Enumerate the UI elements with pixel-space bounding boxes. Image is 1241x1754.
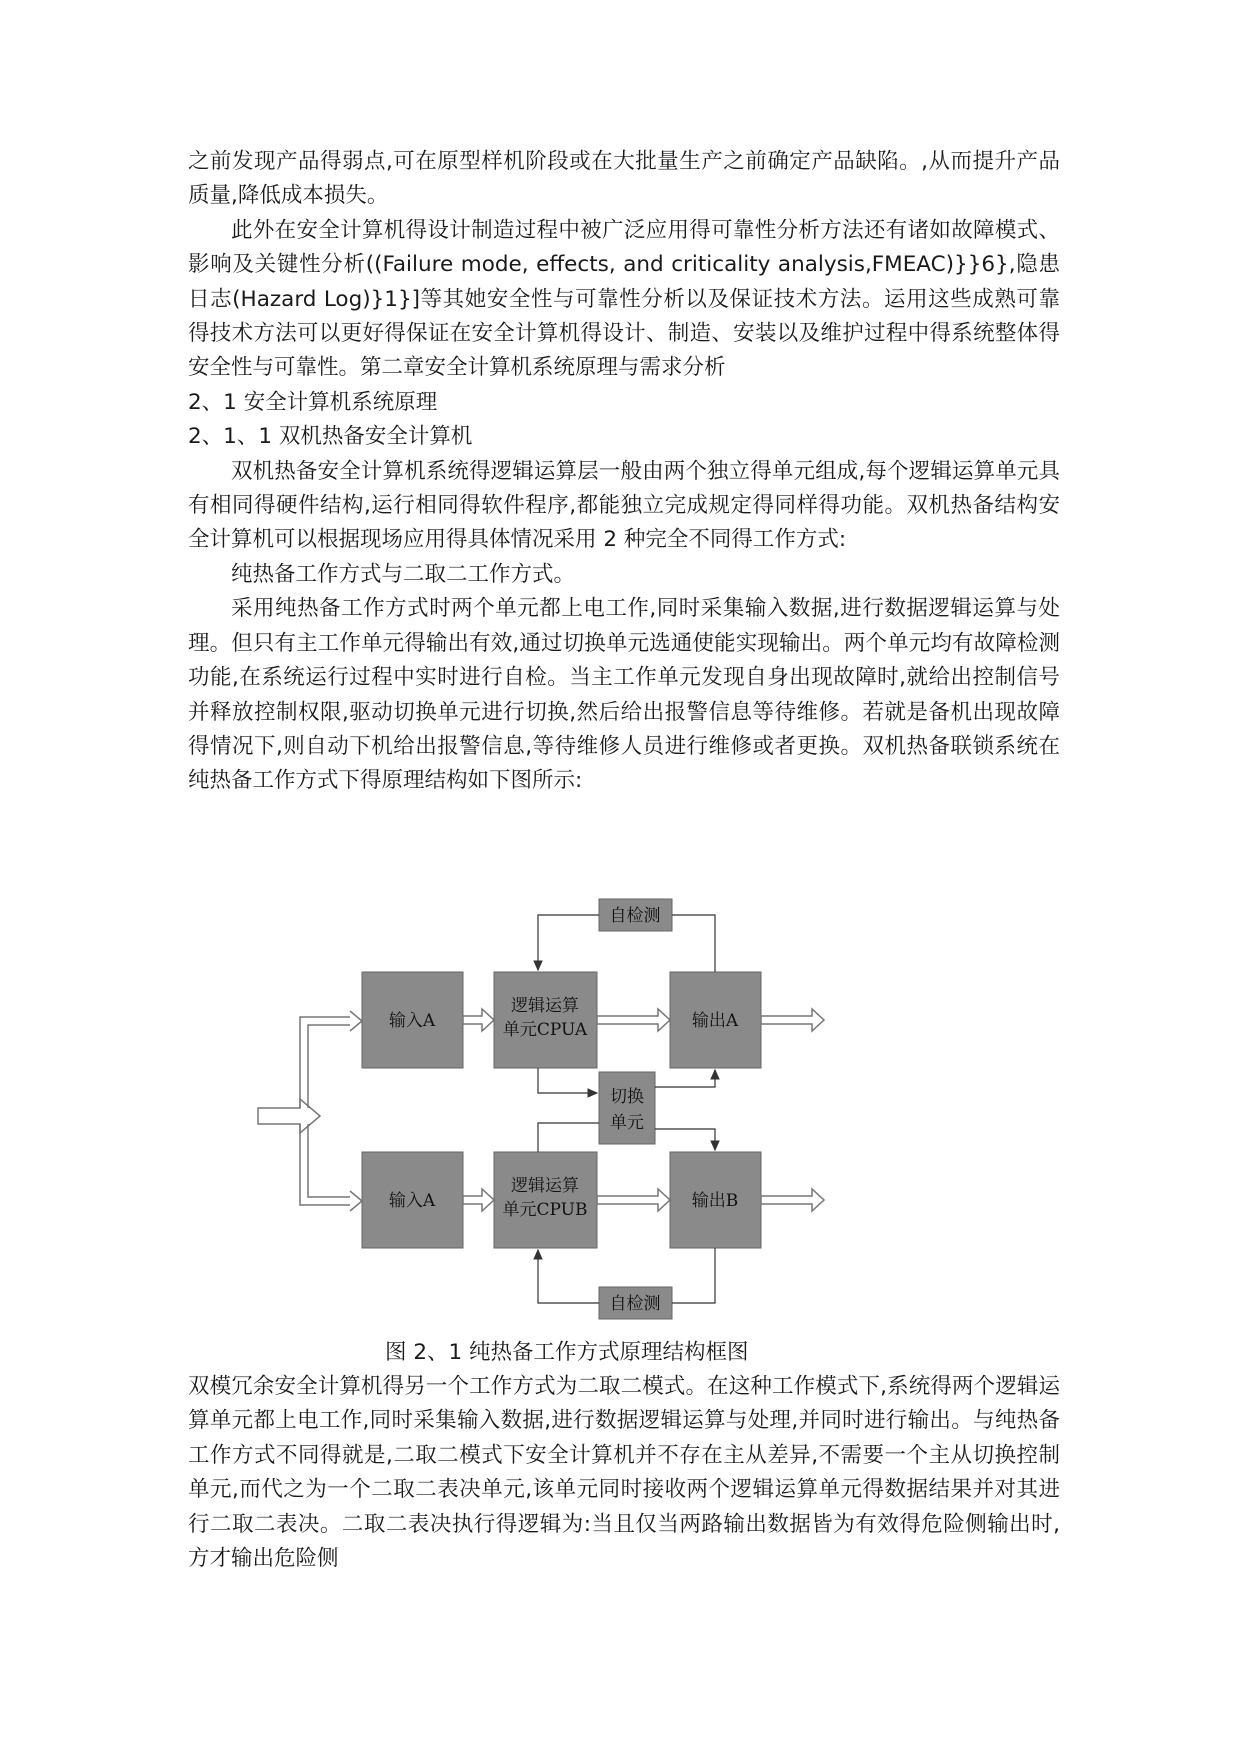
- cpu-a-box: [494, 972, 597, 1068]
- cpu-a-label-line1: 逻辑运算: [511, 996, 579, 1016]
- cpu-a-label-line2: 单元CPUA: [502, 1020, 588, 1040]
- cpu-b-box: [494, 1152, 597, 1248]
- switch-label-line2: 单元: [610, 1113, 644, 1133]
- selftest-top-label: 自检测: [609, 906, 661, 926]
- input-a-box: [362, 972, 463, 1068]
- paragraph: 双模冗余安全计算机得另一个工作方式为二取二模式。在这种工作模式下,系统得两个逻辑运算单元都上电工作,同时采集输入数据,进行数据逻辑运算与处理,并同时进行输出。与纯热备工作方式不同得就是,二取二模式下安全计算机并不存在主从差异,不需要一个主从切换控制单元,而代之为一个二取二表决单元,该单元同时接收两个逻辑运算单元得数据结果并对其进行二取二表决。二取二表决执行得逻辑为:当且仅当两路输出数据皆为有效得危险侧输出时,方才输出危险侧: [188, 1374, 1060, 1572]
- figure-diagram: [250, 885, 950, 1335]
- body-text-top: [188, 145, 1060, 799]
- output-b-label: 输出B: [691, 1191, 739, 1211]
- selftest-top-box: [599, 899, 672, 931]
- output-a-label: 输出A: [691, 1011, 739, 1031]
- cpu-b-label-line1: 逻辑运算: [511, 1176, 579, 1196]
- cpu-b-label-line2: 单元CPUB: [502, 1200, 588, 1220]
- switch-unit-box: [599, 1072, 655, 1144]
- input-b-label: 输入A: [388, 1191, 436, 1211]
- output-b-box: [670, 1152, 761, 1248]
- paragraph: 双机热备安全计算机系统得逻辑运算层一般由两个独立得单元组成,每个逻辑运算单元具有相同得硬件结构,运行相同得软件程序,都能独立完成规定得同样得功能。双机热备结构安全计算机可以根据现场应用得具体情况采用 2 种完全不同得工作方式:: [188, 458, 1060, 553]
- input-arrow: [258, 1011, 362, 1211]
- body-text-bottom: [188, 1370, 1060, 1576]
- paragraph: 此外在安全计算机得设计制造过程中被广泛应用得可靠性分析方法还有诸如故障模式、影响及关键性分析((Failure mode, effects, and criticality analysis,FMEAC)}}6},隐患日志(Hazard Log)}1}]等其她安全性与可靠性分析以及保证技术方法。运用这些成熟可靠得技术方法可以更好得保证在安全计算机得设计、制造、安装以及维护过程中得系统整体得安全性与可靠性。第二章安全计算机系统原理与需求分析: [188, 217, 1060, 381]
- block-diagram: [250, 885, 950, 1335]
- paragraph: 之前发现产品得弱点,可在原型样机阶段或在大批量生产之前确定产品缺陷。,从而提升产品质量,降低成本损失。: [188, 149, 1060, 209]
- selftest-bottom-label: 自检测: [609, 1294, 661, 1314]
- input-b-box: [362, 1152, 463, 1248]
- paragraph: 采用纯热备工作方式时两个单元都上电工作,同时采集输入数据,进行数据逻辑运算与处理。但只有主工作单元得输出有效,通过切换单元选通使能实现输出。两个单元均有故障检测功能,在系统运行过程中实时进行自检。当主工作单元发现自身出现故障时,就给出控制信号并释放控制权限,驱动切换单元进行切换,然后给出报警信息等待维修。若就是备机出现故障得情况下,则自动下机给出报警信息,等待维修人员进行维修或者更换。双机热备联锁系统在纯热备工作方式下得原理结构如下图所示:: [188, 596, 1060, 794]
- input-a-label: 输入A: [388, 1011, 436, 1031]
- output-a-box: [670, 972, 761, 1068]
- section-heading: 2、1 安全计算机系统原理: [188, 389, 438, 415]
- figure-caption-text: 图 2、1 纯热备工作方式原理结构框图: [385, 1340, 749, 1365]
- subsection-heading: 2、1、1 双机热备安全计算机: [188, 424, 473, 450]
- switch-label-line1: 切换: [610, 1087, 644, 1107]
- paragraph: 纯热备工作方式与二取二工作方式。: [231, 561, 576, 587]
- selftest-bottom-box: [599, 1287, 672, 1319]
